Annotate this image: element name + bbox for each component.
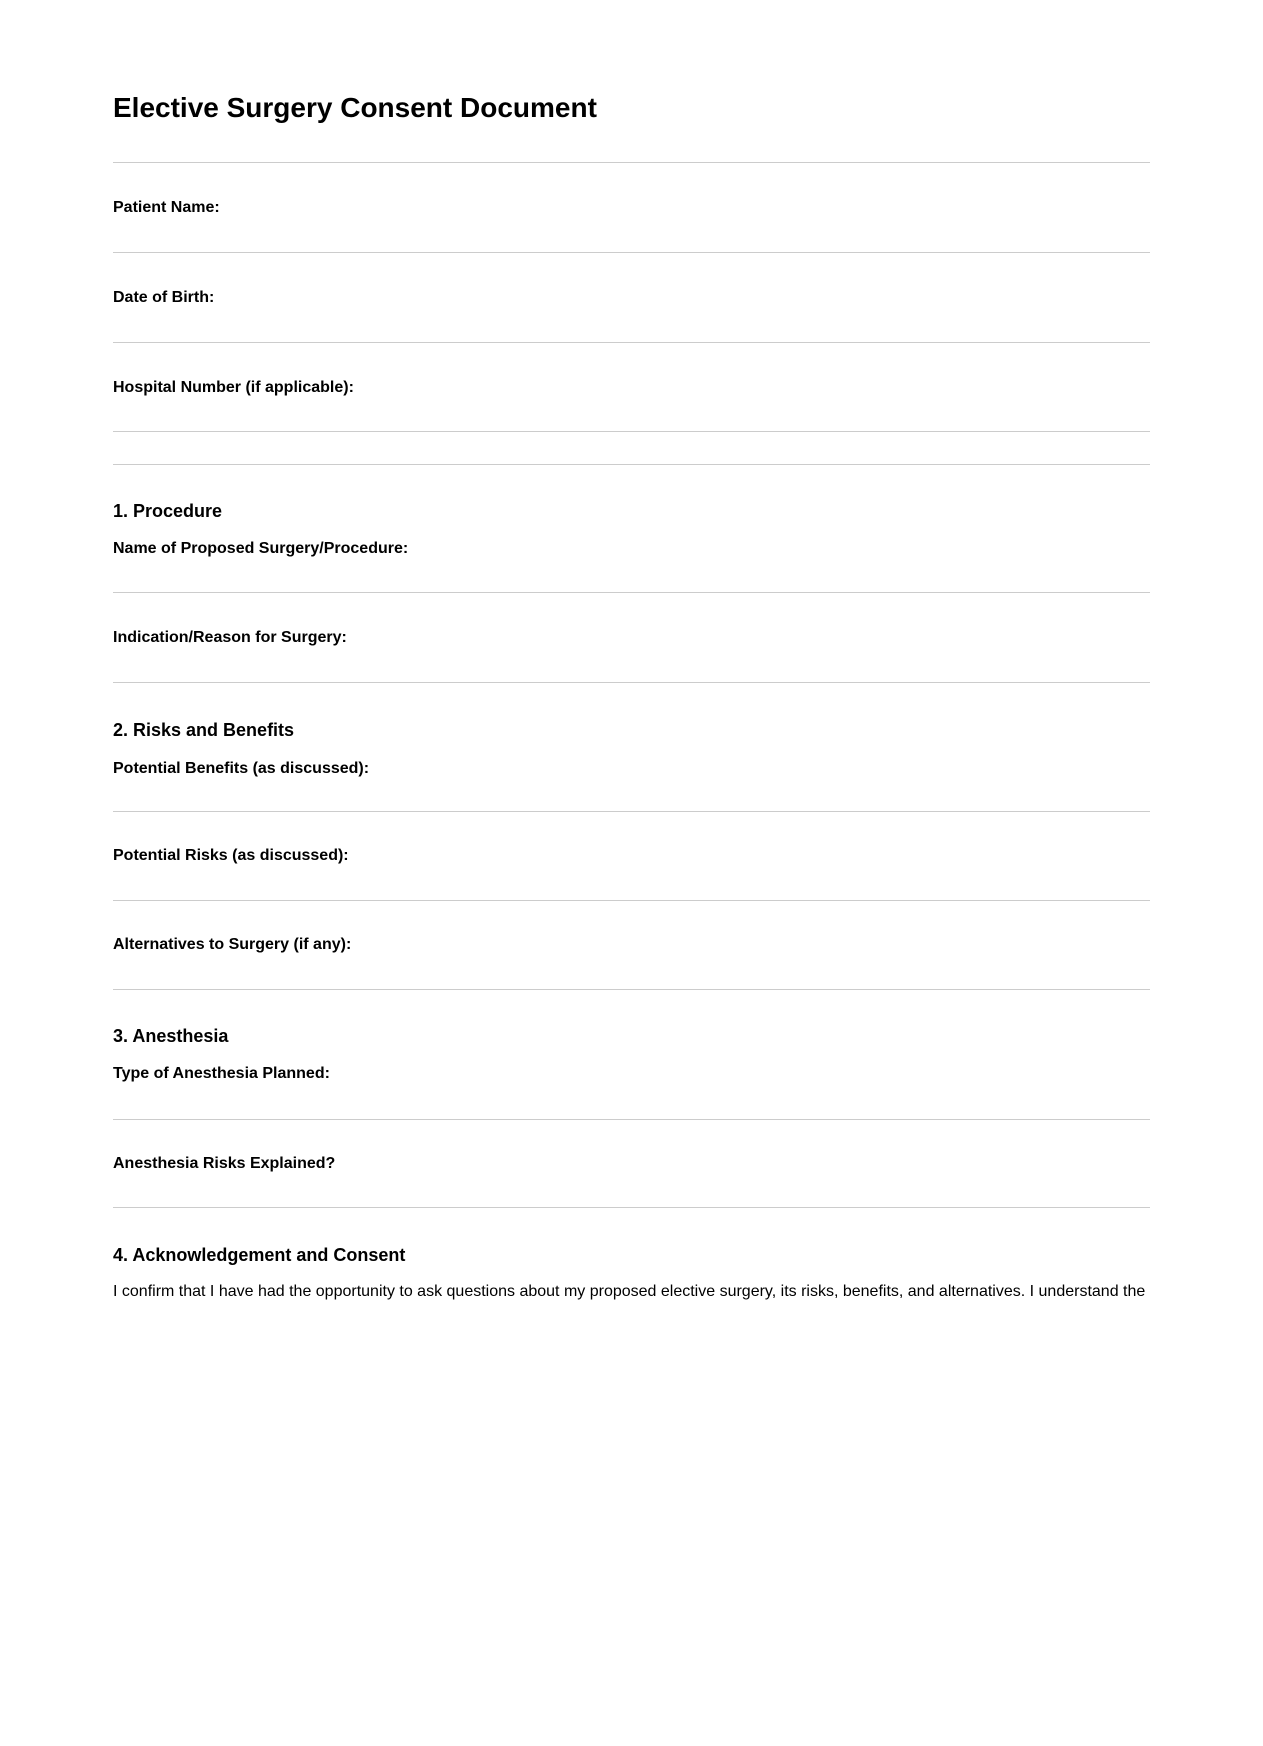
potential-risks-field-line[interactable] [113,900,1150,901]
potential-risks-label: Potential Risks (as discussed): [113,847,349,864]
page-title: Elective Surgery Consent Document [113,92,597,123]
anesthesia-risks-field-line[interactable] [113,1207,1150,1208]
section-heading-procedure: 1. Procedure [113,501,223,521]
section-heading-anesthesia: 3. Anesthesia [113,1026,229,1046]
consent-paragraph: I confirm that I have had the opportunity to ask questions about my proposed elective surgery, its risks, benefits, and alternatives. I understand the [113,1283,1146,1300]
anesthesia-type-field-line[interactable] [113,1119,1150,1120]
section-heading-risks-benefits: 2. Risks and Benefits [113,720,295,740]
indication-label: Indication/Reason for Surgery: [113,629,347,646]
procedure-name-label: Name of Proposed Surgery/Procedure: [113,540,409,557]
anesthesia-risks-label: Anesthesia Risks Explained? [113,1155,336,1172]
patient-name-field-line[interactable] [113,252,1150,253]
title-divider [113,162,1150,163]
section-heading-acknowledgement: 4. Acknowledgement and Consent [113,1245,406,1265]
hospital-number-field-line[interactable] [113,431,1150,432]
procedure-name-field-line[interactable] [113,592,1150,593]
date-of-birth-field-line[interactable] [113,342,1150,343]
date-of-birth-label: Date of Birth: [113,289,215,306]
indication-field-line[interactable] [113,682,1150,683]
alternatives-label: Alternatives to Surgery (if any): [113,936,352,953]
potential-benefits-field-line[interactable] [113,811,1150,812]
patient-name-label: Patient Name: [113,199,220,216]
anesthesia-type-label: Type of Anesthesia Planned: [113,1065,330,1082]
potential-benefits-label: Potential Benefits (as discussed): [113,760,370,777]
section-divider [113,464,1150,465]
alternatives-field-line[interactable] [113,989,1150,990]
hospital-number-label: Hospital Number (if applicable): [113,379,354,396]
